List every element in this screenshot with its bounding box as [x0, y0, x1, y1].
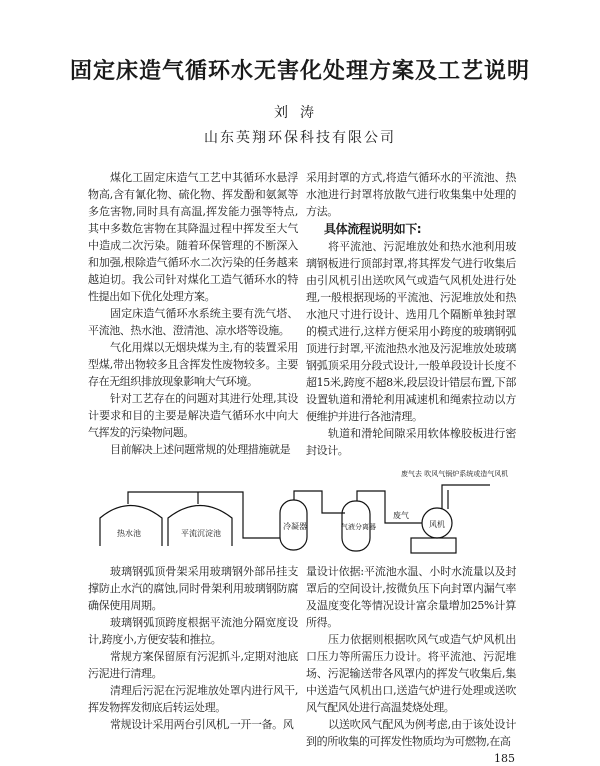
settling-pool-label: 平流沉淀池 [181, 529, 221, 538]
paragraph: 常规方案保留原有污泥抓斗,定期对池底污泥进行清理。 [88, 650, 298, 680]
paragraph: 固定床造气循环水系统主要有洗气塔、平流池、热水池、澄清池、凉水塔等设施。 [88, 307, 298, 337]
left-column-bottom [88, 563, 298, 750]
paragraph: 以送吹风气配风为例考虑,由于该处设计到的所收集的可挥发性物质均为可燃物,在高 [306, 718, 516, 748]
waste-gas-label: 废气 [393, 511, 409, 520]
hot-pool-label: 热水池 [117, 529, 141, 538]
outlet-label: 废气去 吹风气锅炉系统或造气风机 [401, 470, 509, 478]
right-column-top [306, 169, 516, 459]
paragraph: 玻璃钢弧顶骨架采用玻璃钢外部吊挂支撑防止水汽的腐蚀,同时骨架利用玻璃钢防腐确保使用周期。 [88, 565, 298, 612]
left-column-top [88, 169, 298, 459]
pipe [357, 491, 422, 523]
paragraph: 常规设计采用两台引风机,一开一备。风 [110, 718, 294, 731]
paragraph: 量设计依据:平流池水温、小时水流量以及封罩后的空间设计,按微负压下向封罩内漏气率及温度变化等情况设计富余量增加25%计算所得。 [306, 565, 516, 629]
top-columns [88, 169, 516, 459]
author: 刘涛 [274, 105, 326, 121]
paragraph: 轨道和滑轮间隙采用软体橡胶板进行密封设计。 [306, 427, 516, 457]
paragraph: 针对工艺存在的问题对其进行处理,其设计要求和目的主要是解决造气循环水中向大气挥发的污染物问题。 [88, 392, 298, 439]
condenser-label: 冷凝器 [283, 522, 307, 531]
paragraph: 玻璃钢弧顶跨度根据平流池分隔宽度设计,跨度小,方便安装和推拉。 [88, 616, 298, 646]
page-number: 185 [494, 752, 515, 765]
paragraph: 清理后污泥在污泥堆放处罩内进行风干,挥发物挥发彻底后转运处理。 [88, 684, 298, 714]
separator-label: 气液分离器 [341, 523, 376, 531]
organization: 山东英翔环保科技有限公司 [204, 130, 396, 146]
article-title: 固定床造气循环水无害化处理方案及工艺说明 [69, 59, 530, 84]
right-column-bottom [306, 563, 516, 750]
settling-pool [168, 506, 232, 547]
condenser [280, 500, 307, 550]
fan-label: 风机 [429, 520, 445, 529]
fan [411, 485, 490, 553]
paragraph: 将平流池、污泥堆放处和热水池利用玻璃钢板进行顶部封罩,将其挥发气进行收集后由引风机引出送吹风气或造气风机处进行处理,一般根据现场的平流池、污泥堆放处和热水池尺寸进行设计、选用几个隔断单独封罩的模式进行,这样方便采用小跨度的玻璃钢弧顶进行封罩,平流池热水池及污泥堆放处玻璃钢弧顶采用分段式设计,一般单段设计长度不超15米,跨度不超8米,段层设计错层布置,下部设置轨道和滑轮利用减速机和绳索拉动以方便维护并进行各池清理。 [306, 240, 516, 423]
process-flow-diagram [0, 463, 600, 563]
section-heading: 具体流程说明如下: [324, 222, 422, 236]
paragraph: 煤化工固定床造气工艺中其循环水悬浮物高,含有氰化物、硫化物、挥发酚和氨氮等多危害物,同时具有高温,挥发能力强等特点,其中多数危害物在其降温过程中挥发至大气中造成二次污染。随着环保管理的不断深入和加强,根除造气循环水二次污染的任务越来越迫切。我公司针对煤化工造气循环水的特性提出如下优化处理方案。 [88, 171, 298, 303]
paragraph: 气化用煤以无烟块煤为主,有的装置采用型煤,带出物较多且含挥发性废物较多。主要存在无组织排放现象影响大气环境。 [88, 341, 298, 388]
paragraph: 目前解决上述问题常规的处理措施就是 [110, 443, 291, 456]
bottom-columns [88, 563, 516, 750]
gas-liquid-separator [341, 501, 376, 551]
paragraph: 采用封罩的方式,将造气循环水的平流池、热水池进行封罩将放散气进行收集集中处理的方法。 [306, 171, 516, 218]
hot-water-pool [100, 506, 162, 547]
paragraph: 压力依据则根据吹风气或造气炉风机出口压力等所需压力设计。将平流池、污泥堆场、污泥输送带各风罩内的挥发气收集后,集中送造气风机出口,送造气炉进行处理或送吹风气配风处进行高温焚烧处理。 [306, 633, 516, 714]
